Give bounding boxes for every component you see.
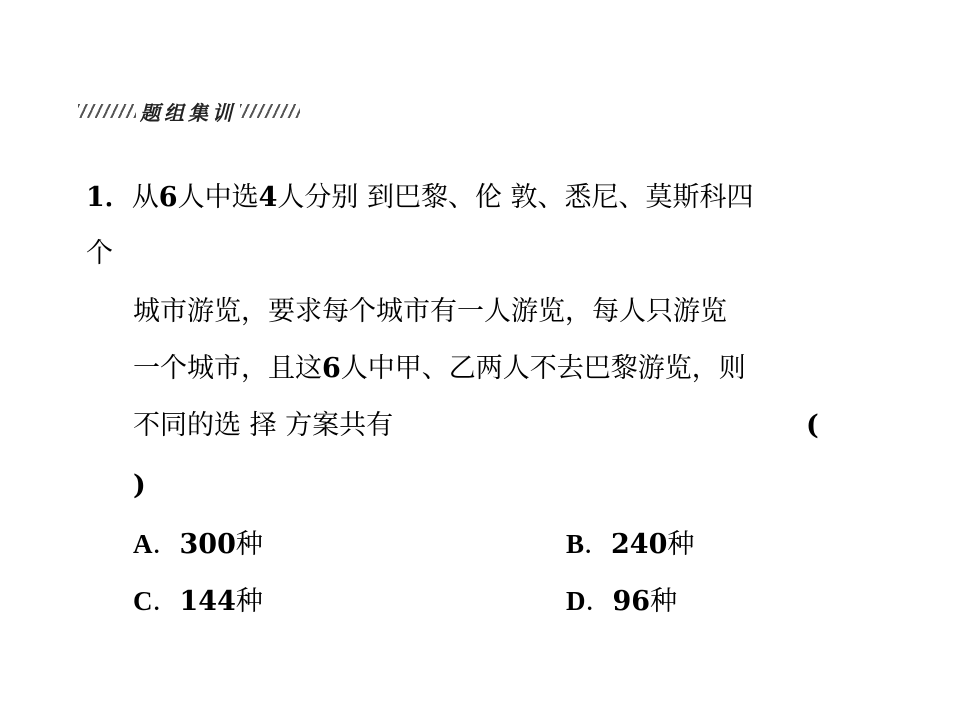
question-number-4: 4 [258,182,278,213]
option-c-value: 144 [179,586,236,617]
option-b-sep: ． [584,529,612,560]
question-text-1b: 人中选 [177,182,259,213]
option-a-unit: 种 [235,529,263,560]
question-text-1a: 从 [131,182,159,213]
question-text-1c: 人分别 到巴黎、伦 敦、悉尼、莫斯科四 [277,182,754,213]
hatch-decoration-left [78,104,136,118]
option-c-sep: ． [152,586,180,617]
option-a-letter: A [133,529,153,559]
question-number-6: 6 [158,182,178,213]
option-a [133,528,263,561]
option-b-letter: B [566,529,585,559]
question-number-6b: 6 [322,353,341,384]
option-d [566,585,677,618]
question-text-4a: 一个城市，且这 [133,353,322,384]
section-title: 题组集训 [140,100,236,125]
option-c-unit: 种 [235,586,263,617]
section-header [78,98,300,124]
option-c [133,585,263,618]
question-text-4b: 人中甲、乙两人不去巴黎游览，则 [340,353,746,384]
question-number: 1． [86,182,132,213]
option-d-sep: ． [585,586,613,617]
option-b [566,528,694,561]
question-line-3: 城市游览，要求每个城市有一人游览，每人只游览 [133,296,727,327]
answer-paren-open: ( [806,410,819,441]
option-a-sep: ． [152,529,180,560]
hatch-decoration-right [240,104,300,118]
question-line-1 [86,182,754,214]
question-line-5: 不同的选 择 方案共有 [133,410,394,441]
option-a-value: 300 [179,529,236,560]
option-c-letter: C [133,586,153,616]
option-b-unit: 种 [667,529,695,560]
question-line-2: 个 [86,238,113,269]
option-d-value: 96 [612,586,651,617]
option-d-letter: D [566,586,586,616]
answer-paren-close: ) [133,470,146,501]
option-d-unit: 种 [650,586,678,617]
option-b-value: 240 [611,529,668,560]
question-line-4 [133,353,746,385]
